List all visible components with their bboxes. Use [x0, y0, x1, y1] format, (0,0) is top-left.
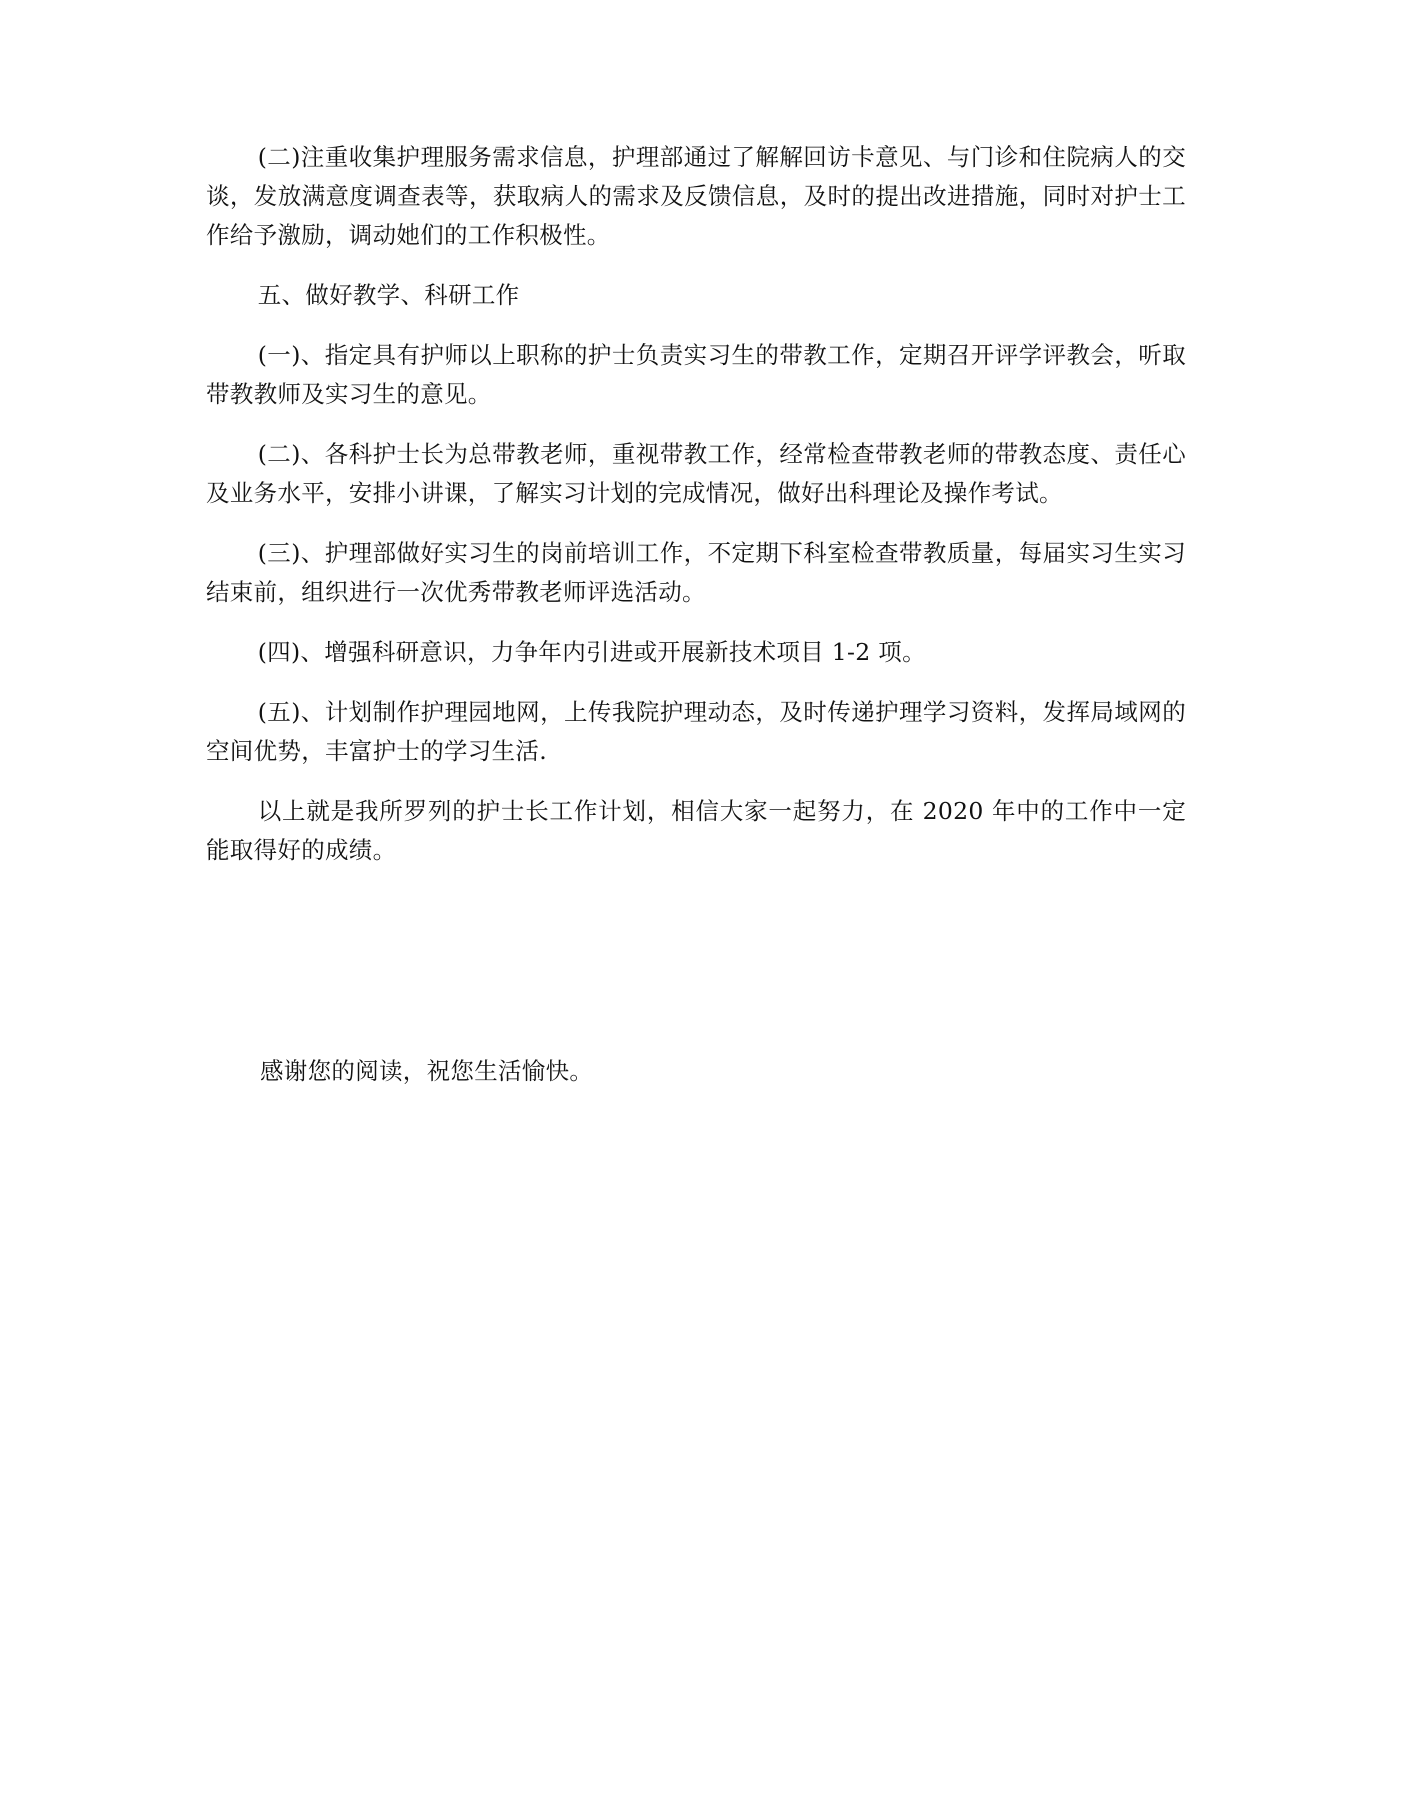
paragraph-item-4: (四)、增强科研意识，力争年内引进或开展新技术项目 1-2 项。 — [257, 638, 926, 666]
section-heading-teaching-research: 五、做好教学、科研工作 — [257, 281, 520, 309]
paragraph-item-1: (一)、指定具有护师以上职称的护士负责实习生的带教工作，定期召开评学评教会，听取带教教师及实习生的意见。 — [206, 341, 1186, 408]
document-body — [206, 138, 1186, 891]
paragraph-item-5: (五)、计划制作护理园地网，上传我院护理动态，及时传递护理学习资料，发挥局域网的空间优势，丰富护士的学习生活. — [206, 698, 1186, 765]
closing-remark: 感谢您的阅读，祝您生活愉快。 — [260, 1057, 594, 1085]
paragraph-item-3: (三)、护理部做好实习生的岗前培训工作，不定期下科室检查带教质量，每届实习生实习结束前，组织进行一次优秀带教老师评选活动。 — [206, 539, 1186, 606]
paragraph-summary: 以上就是我所罗列的护士长工作计划，相信大家一起努力，在 2020 年中的工作中一定能取得好的成绩。 — [206, 797, 1186, 864]
paragraph-item-2: (二)、各科护士长为总带教老师，重视带教工作，经常检查带教老师的带教态度、责任心及业务水平，安排小讲课，了解实习计划的完成情况，做好出科理论及操作考试。 — [206, 440, 1186, 507]
paragraph-feedback-info: (二)注重收集护理服务需求信息，护理部通过了解解回访卡意见、与门诊和住院病人的交谈，发放满意度调查表等，获取病人的需求及反馈信息，及时的提出改进措施，同时对护士工作给予激励，调动她们的工作积极性。 — [206, 143, 1186, 249]
